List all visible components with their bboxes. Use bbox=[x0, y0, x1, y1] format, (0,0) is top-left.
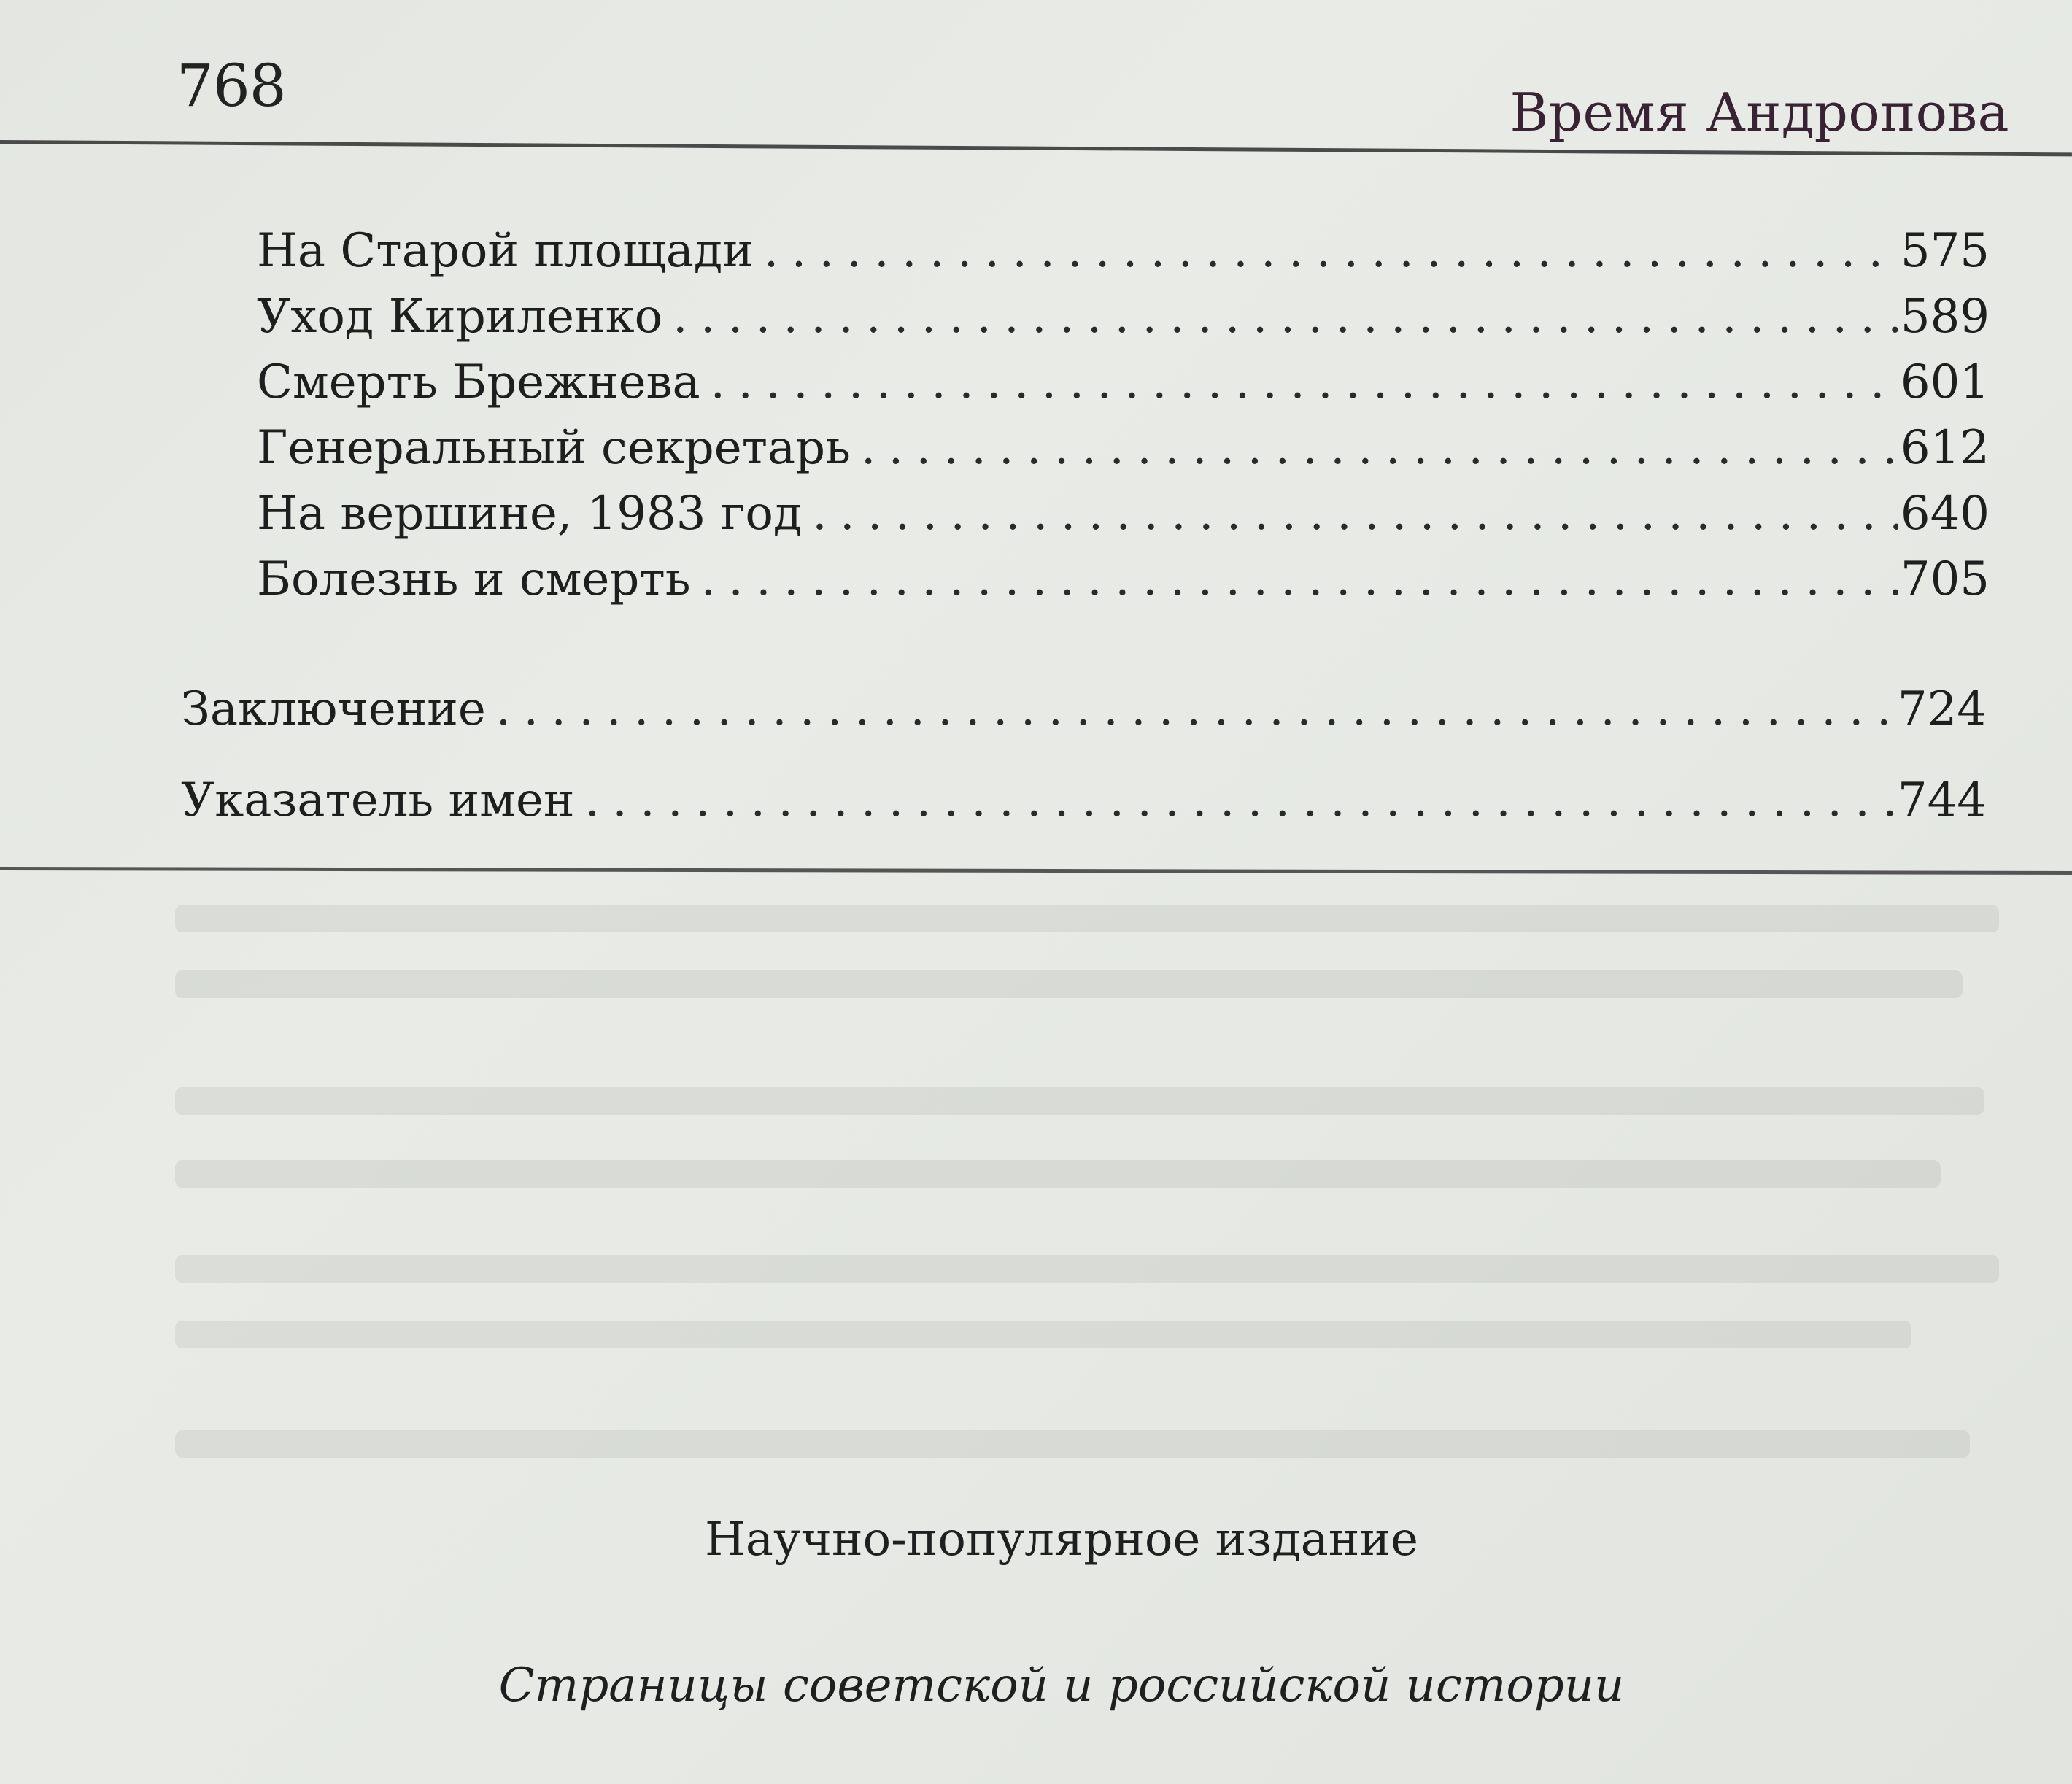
toc-entry-page: 705 bbox=[1900, 552, 1990, 606]
toc-entry-title: Указатель имен bbox=[181, 773, 575, 827]
toc-entry bbox=[257, 421, 1990, 475]
toc-entry-title: Уход Кириленко bbox=[257, 290, 663, 344]
edition-type: Научно-популярное издание bbox=[705, 1513, 1418, 1567]
dot-leader bbox=[764, 228, 1898, 274]
toc-entry bbox=[257, 355, 1990, 409]
toc-entry bbox=[257, 552, 1990, 606]
series-title: Страницы советской и российской истории bbox=[498, 1658, 1625, 1712]
toc-entry bbox=[181, 682, 1987, 736]
dot-leader bbox=[585, 777, 1895, 824]
toc-entry bbox=[181, 773, 1987, 827]
toc-entry-page: 640 bbox=[1900, 487, 1990, 541]
toc-entry-page: 724 bbox=[1897, 682, 1987, 736]
dot-leader bbox=[861, 425, 1898, 471]
toc-entry-title: На Старой площади bbox=[257, 224, 754, 278]
dot-leader bbox=[812, 490, 1898, 537]
toc-entry bbox=[257, 290, 1990, 344]
toc-entry bbox=[257, 487, 1990, 541]
page-header bbox=[0, 0, 2072, 146]
dot-leader bbox=[673, 293, 1898, 340]
toc-entry-title: Болезнь и смерть bbox=[257, 552, 691, 606]
toc-entry-page: 575 bbox=[1900, 224, 1990, 278]
dot-leader bbox=[711, 359, 1898, 406]
toc-entry bbox=[257, 224, 1990, 278]
section-rule bbox=[0, 867, 2072, 875]
show-through-texture bbox=[0, 876, 2072, 1532]
running-title: Время Андропова bbox=[1509, 82, 2009, 143]
dot-leader bbox=[701, 556, 1898, 603]
toc-entry-title: Заключение bbox=[181, 682, 486, 736]
toc-entry-title: Смерть Брежнева bbox=[257, 355, 700, 409]
toc-entry-page: 589 bbox=[1900, 290, 1990, 344]
toc-entry-title: На вершине, 1983 год bbox=[257, 487, 803, 541]
toc-entry-page: 744 bbox=[1897, 773, 1987, 827]
toc-entry-page: 601 bbox=[1900, 355, 1990, 409]
page-number: 768 bbox=[177, 52, 286, 120]
toc-entry-title: Генеральный секретарь bbox=[257, 421, 851, 475]
toc-entry-page: 612 bbox=[1900, 421, 1990, 475]
dot-leader bbox=[496, 686, 1895, 733]
